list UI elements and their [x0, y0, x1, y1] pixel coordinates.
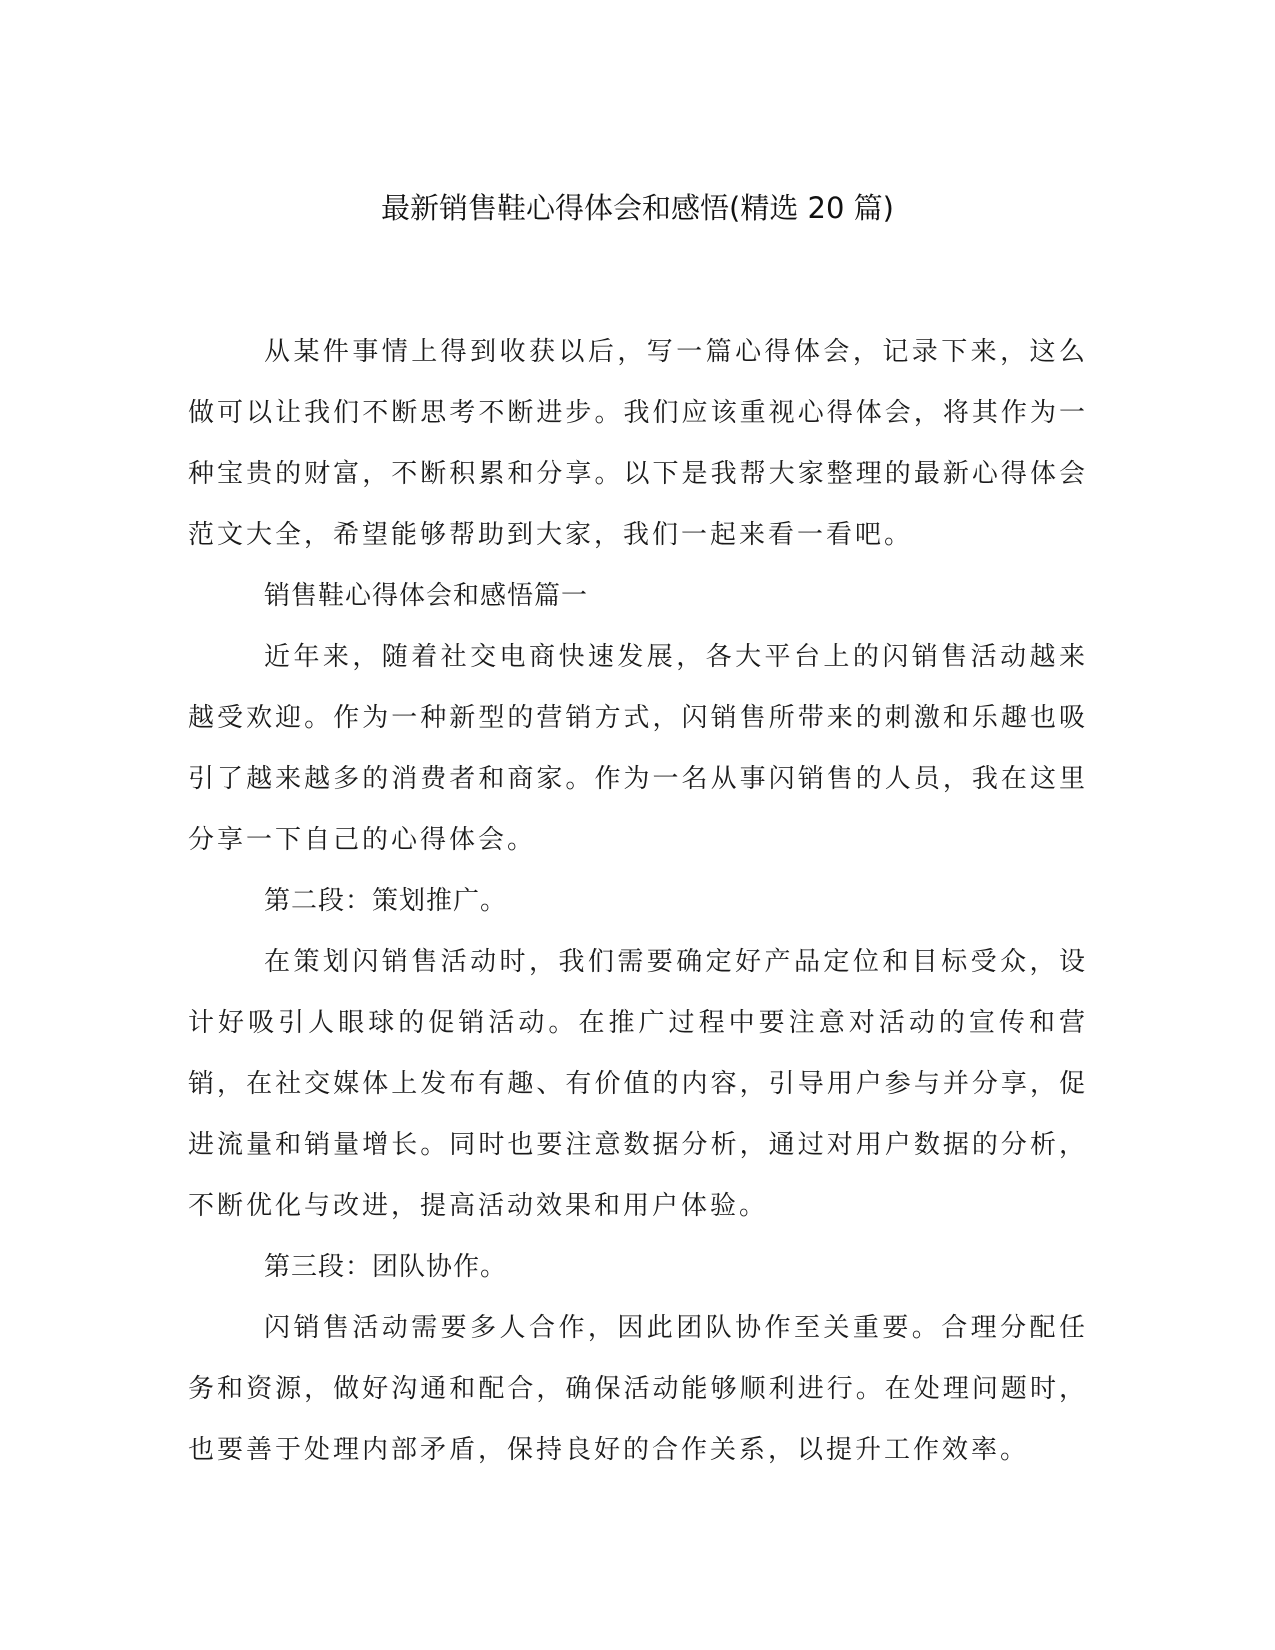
document-body [188, 322, 1088, 1481]
section-heading-part-one: 销售鞋心得体会和感悟篇一 [264, 581, 589, 611]
intro-paragraph: 从某件事情上得到收获以后，写一篇心得体会，记录下来，这么做可以让我们不断思考不断进步。我们应该重视心得体会，将其作为一种宝贵的财富，不断积累和分享。以下是我帮大家整理的最新心得体会范文大全，希望能够帮助到大家，我们一起来看一看吧。 [188, 337, 1088, 550]
paragraph-teamwork: 闪销售活动需要多人合作，因此团队协作至关重要。合理分配任务和资源，做好沟通和配合，确保活动能够顺利进行。在处理问题时，也要善于处理内部矛盾，保持良好的合作关系，以提升工作效率。 [188, 1313, 1088, 1465]
section-heading-teamwork: 第三段：团队协作。 [264, 1252, 508, 1282]
paragraph-opening: 近年来，随着社交电商快速发展，各大平台上的闪销售活动越来越受欢迎。作为一种新型的营销方式，闪销售所带来的刺激和乐趣也吸引了越来越多的消费者和商家。作为一名从事闪销售的人员，我在这里分享一下自己的心得体会。 [188, 642, 1088, 855]
paragraph-planning: 在策划闪销售活动时，我们需要确定好产品定位和目标受众，设计好吸引人眼球的促销活动。在推广过程中要注意对活动的宣传和营销，在社交媒体上发布有趣、有价值的内容，引导用户参与并分享，促进流量和销量增长。同时也要注意数据分析，通过对用户数据的分析，不断优化与改进，提高活动效果和用户体验。 [188, 947, 1088, 1221]
document-title: 最新销售鞋心得体会和感悟(精选 20 篇) [381, 191, 894, 225]
section-heading-planning: 第二段：策划推广。 [264, 886, 508, 916]
